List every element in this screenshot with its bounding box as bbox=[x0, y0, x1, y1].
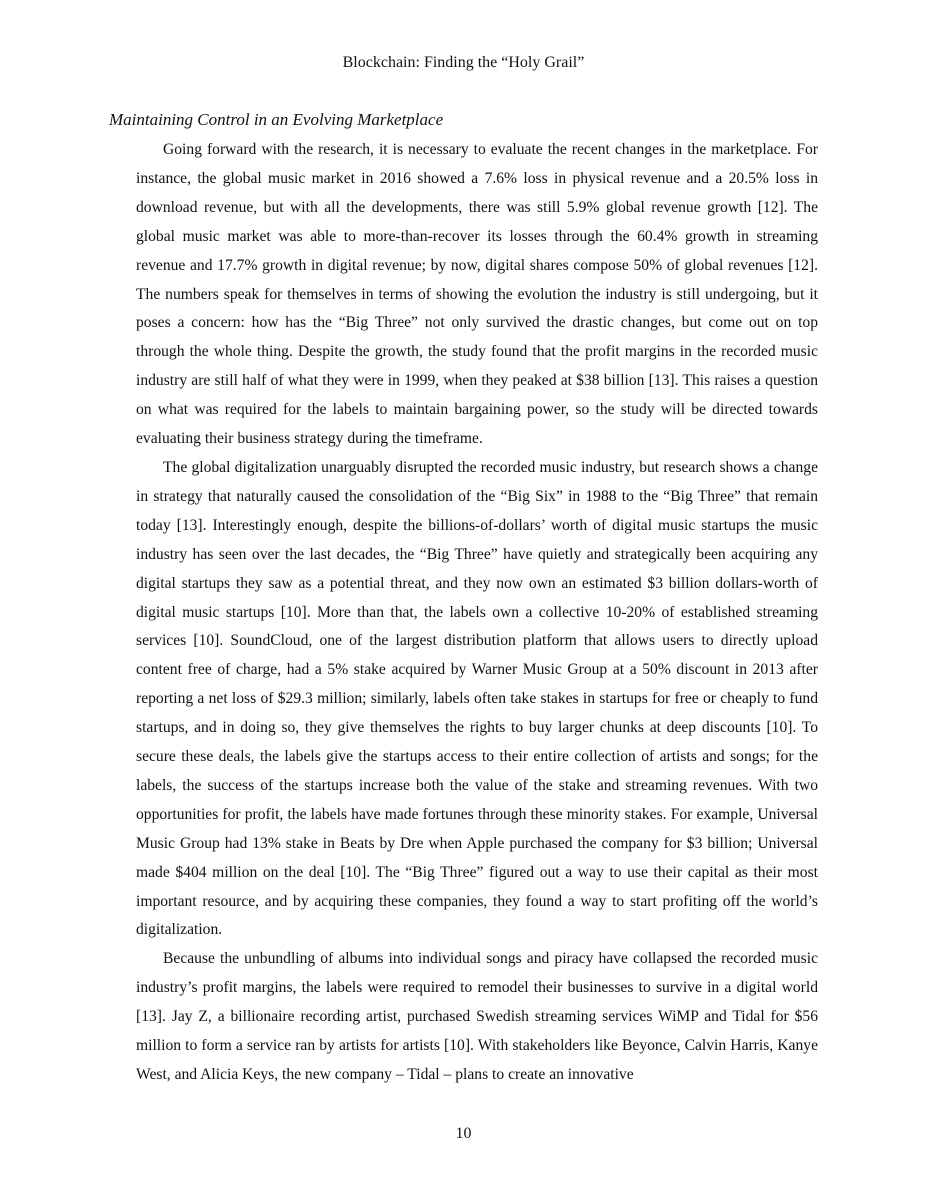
page-number: 10 bbox=[455, 1125, 472, 1142]
body-text bbox=[136, 136, 818, 1090]
running-head-title: Blockchain: Finding the “Holy Grail” bbox=[342, 54, 585, 71]
paragraph-digitalization-strategy: The global digitalization unarguably disrupted the recorded music industry, but research shows a change in strategy that naturally caused the consolidation of the “Big Six” in 1988 to the “Big Three” that remain today [13]. Interestingly enough, despite the billions-of-dollars’ worth of digital music startups the music industry has seen over the last decades, the “Big Three” have quietly and strategically been acquiring any digital startups they saw as a potential threat, and they now own an estimated $3 billion dollars-worth of digital music startups [10]. More than that, the labels own a collective 10-20% of established streaming services [10]. SoundCloud, one of the largest distribution platform that allows users to directly upload content free of charge, had a 5% stake acquired by Warner Music Group at a 50% discount in 2013 after reporting a net loss of $29.3 million; similarly, labels often take stakes in startups for free or cheaply to fund startups, and in doing so, they give themselves the rights to buy larger chunks at deep discounts [10]. To secure these deals, the labels give the startups access to their entire collection of artists and songs; for the labels, the success of the startups increase both the value of the stake and streaming revenues. With two opportunities for profit, the labels have made fortunes through these minority stakes. For example, Universal Music Group had 13% stake in Beats by Dre when Apple purchased the company for $3 billion; Universal made $404 million on the deal [10]. The “Big Three” figured out a way to use their capital as their most important resource, and by acquiring these companies, they found a way to start profiting off the world’s digitalization. bbox=[136, 458, 818, 939]
paragraph-unbundling: Because the unbundling of albums into individual songs and piracy have collapsed the recorded music industry’s profit margins, the labels were required to remodel their businesses to survive in a digital world [13]. Jay Z, a billionaire recording artist, purchased Swedish streaming services WiMP and Tidal for $56 million to form a service ran by artists for artists [10]. With stakeholders like Beyonce, Calvin Harris, Kanye West, and Alicia Keys, the new company – Tidal – plans to create an innovative bbox=[136, 950, 818, 1083]
section-heading: Maintaining Control in an Evolving Marketplace bbox=[109, 110, 444, 129]
paragraph-market-changes: Going forward with the research, it is necessary to evaluate the recent changes in the marketplace. For instance, the global music market in 2016 showed a 7.6% loss in physical revenue and a 20.5% loss in download revenue, but with all the developments, there was still 5.9% global revenue growth [12]. The global music market was able to more-than-recover its losses through the 60.4% growth in streaming revenue and 17.7% growth in digital revenue; by now, digital shares compose 50% of global revenues [12]. The numbers speak for themselves in terms of showing the evolution the industry is still undergoing, but it poses a concern: how has the “Big Three” not only survived the drastic changes, but come out on top through the whole thing. Despite the growth, the study found that the profit margins in the recorded music industry are still half of what they were in 1999, when they peaked at $38 billion [13]. This raises a question on what was required for the labels to maintain bargaining power, so the study will be directed towards evaluating their business strategy during the timeframe. bbox=[136, 141, 818, 448]
